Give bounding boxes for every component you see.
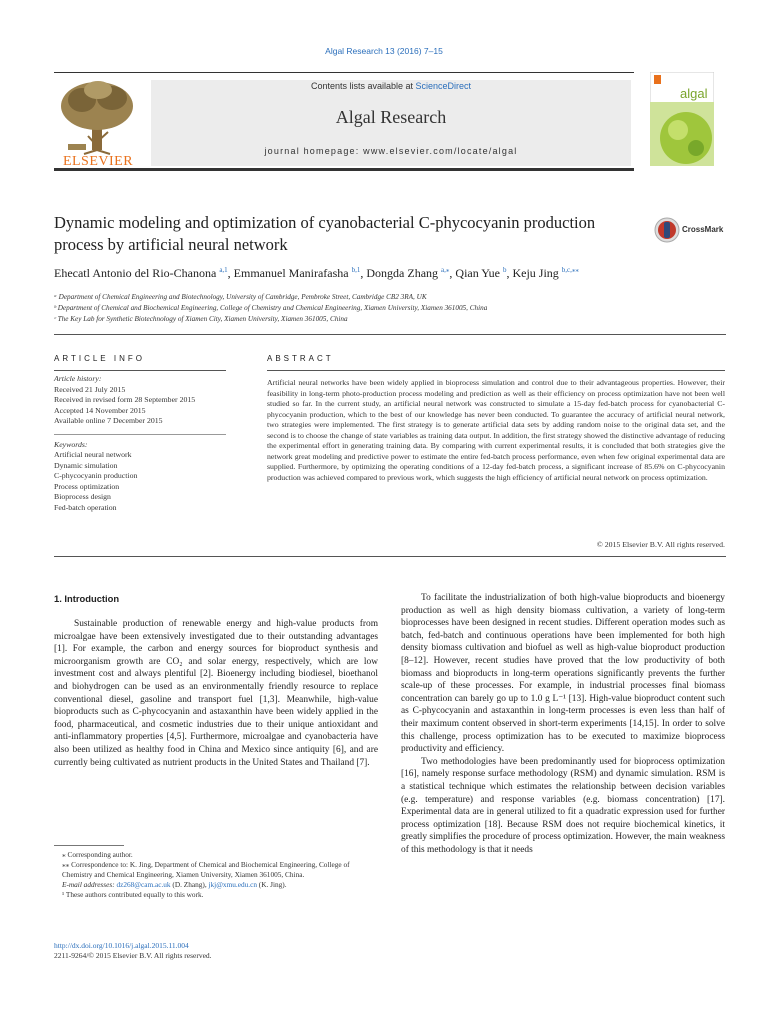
body-column-left — [54, 618, 378, 769]
journal-title: Algal Research — [335, 107, 447, 127]
affiliation: ᵇ Department of Chemical and Biochemical Engineering, College of Chemistry and Chemical Engineering, Xiamen University, Xiamen 361005, China — [54, 304, 488, 312]
issn-line: 2211-9264/© 2015 Elsevier B.V. All rights reserved. — [54, 951, 212, 960]
affiliation: ᵃ Department of Chemical Engineering and Biotechnology, University of Cambridge, Pembroke Street, Cambridge CB2 3RA, UK — [54, 293, 427, 301]
sciencedirect-link[interactable]: ScienceDirect — [415, 81, 472, 91]
paragraph: Sustainable production of renewable energy and high-value products from microalgae have been extensively investigated due to their outstanding advantages [1]. For example, the carbon and energy sources for bioproduct synthesis and microorganism growth are CO₂ and solar energy, respectively, which are low investment cost and always plentiful [2]. Bioenergy including biodiesel, bioethanol and biohydrogen can be used as an environmentally friendly resource to replace conventional diesel, gasoline and transport fuel [1,3]. Meanwhile, high-value bioproducts such as C-phycocyanin and astaxanthin have been widely applied in the food, pharmaceutical, and cosmetic industries due to their unique antioxidant and anti-inflammatory properties [4,5]. Furthermore, microalgae and cyanobacteria have also been utilized as healthy food in China and Mexico since antiquity [6], and are currently being cultivated as nutrient products in the United States and Thailand [7]. — [54, 619, 378, 768]
author-affiliation-marker[interactable]: a,1 — [219, 266, 228, 274]
email-link[interactable]: dz268@cam.ac.uk — [116, 880, 171, 889]
affiliations — [54, 292, 734, 325]
contents-prefix: Contents lists available at — [310, 81, 416, 91]
author-list: Ehecatl Antonio del Rio-Chanona $^{a,1}$, Emmanuel Manirafasha $^{b,1}$, Dongda Zhang $^{a,⁎}$, Qian Yue $^b$, Keju Jing $^{b,c,⁎⁎}$ — [54, 266, 579, 280]
author-name[interactable]: Emmanuel Manirafasha — [233, 266, 349, 280]
affiliation: ᶜ The Key Lab for Synthetic Biotechnology of Xiamen City, Xiamen University, Xiamen 361005, China — [54, 315, 348, 323]
footnote: ⁎⁎ Correspondence to: K. Jing, Department of Chemical and Biochemical Engineering, College of Chemistry and Chemical Engineering, Xiamen University, Xiamen 361005, China. — [62, 860, 350, 879]
email-owner: (K. Jing). — [256, 880, 287, 889]
keyword: Dynamic simulation — [54, 460, 118, 470]
crossmark-label: CrossMark — [682, 225, 724, 234]
history-item: Accepted 14 November 2015 — [54, 405, 146, 415]
author-name[interactable]: Ehecatl Antonio del Rio-Chanona — [54, 266, 217, 280]
contents-line — [151, 80, 631, 91]
author-affiliation-marker[interactable]: b,1 — [351, 266, 361, 274]
article-title: Dynamic modeling and optimization of cyanobacterial C-phycocyanin production process by artificial neural network — [54, 213, 596, 254]
author-affiliation-marker[interactable]: b — [502, 266, 507, 274]
author-name[interactable]: Keju Jing — [512, 266, 559, 280]
author-name[interactable]: Qian Yue — [455, 266, 500, 280]
keyword: Process optimization — [54, 481, 120, 491]
keyword: Artificial neural network — [54, 450, 132, 459]
abstract-text: Artificial neural networks have been widely applied in bioprocess simulation and control due to their advantageous properties. However, their feasibility in long-term photo-production process modeling and prediction as well as their efficiency on process optimization have not been well studied so far. In the current study, an artificial neural network was constructed to simulate a 15-day fed-batch process for cyanobacterial C-phycocyanin production, which to the best of our knowledge has never been conducted. To guarantee the accuracy of artificial neural network, two strategies were implemented. The first strategy is to generate artificial data sets by adding random noise to the original data set, and the second is to choose the change of state variables as training data output. In addition, the first strategy showed the distinctive advantage of reducing the experimental effort in generating training data. By comparing with current experimental results, it is concluded that both strategies give the network great modeling and predictive power to estimate the entire fed-batch process performance, even when few original experimental data are supplied. Furthermore, by optimizing the operating conditions of a 12-day fed-batch process, a significant increase of 85.6% on C-phycocyanin production was achieved compared to previous work, which suggests the high efficiency of artificial neural network on process optimization. — [267, 378, 725, 482]
abstract-divider — [54, 556, 726, 557]
header-bottom-rule — [54, 168, 634, 171]
paragraph: To facilitate the industrialization of both high-value bioproducts and bioenergy production as well as high density biomass cultivation, a variety of long-term bioprocesses have been designed in recent studies. Different operation modes such as batch, fed-batch and continuous operations have been implemented for both high density biomass cultivation and biofuel as well as high-value bioproduct production [8–12]. However, recent studies have proved that the low productivity of both biomass and bioproducts in long-term operations significantly prevents the further scale-up of these processes. For example, in industrial processes final biomass concentration can barely go up to 1.0 g L⁻¹ [13]. High-value bioproduct content such as C-phycocyanin and astaxanthin in long-term processes is even less than half of their maximum content observed in short-term experiments [14,15]. In order to solve this challenge, process optimization has to be executed to maximize bioprocess productivity and efficiency. — [401, 593, 725, 755]
author-affiliation-marker[interactable]: b,c,⁎⁎ — [561, 266, 579, 274]
paragraph: Two methodologies have been predominantly used for bioprocess optimization [16], namely response surface methodology (RSM) and dynamic simulation. RSM is a statistical technique which estimates the relationship between decision variables (e.g. temperature) and response variables (e.g. biomass concentration) [17]. Experimental data are in general utilized to fit a quadratic expression used for further process optimization [18]. Because RSM does not require biochemical kinetics, it greatly simplifies the procedure of process optimization. However, the main weakness of this methodology is that it needs — [401, 756, 725, 855]
keywords-divider — [54, 434, 226, 435]
footnote-rule — [54, 845, 124, 846]
article-info — [54, 374, 226, 513]
email-owner: (D. Zhang), — [170, 880, 209, 889]
abstract-rule — [267, 370, 725, 371]
author-name[interactable]: Dongda Zhang — [366, 266, 439, 280]
history-item: Available online 7 December 2015 — [54, 416, 163, 425]
keyword: Fed-batch operation — [54, 502, 117, 512]
crossmark-icon — [654, 216, 680, 244]
section-heading: 1. Introduction — [54, 593, 120, 604]
footnote-emails — [54, 880, 378, 890]
email-link[interactable]: jkj@xmu.edu.cn — [208, 880, 257, 889]
email-label: E-mail addresses: — [62, 880, 117, 889]
article-info-rule — [54, 370, 226, 371]
journal-banner — [151, 80, 631, 166]
history-label: Article history: — [54, 374, 102, 383]
journal-cover — [650, 72, 714, 166]
keywords-label: Keywords: — [54, 439, 88, 449]
author-affiliation-marker[interactable]: a,⁎ — [441, 266, 450, 274]
journal-homepage[interactable]: journal homepage: www.elsevier.com/locate/algal — [264, 146, 518, 156]
crossmark-badge[interactable] — [654, 216, 726, 246]
footnotes — [54, 850, 378, 900]
keyword: Bioprocess design — [54, 492, 111, 501]
doi-block — [54, 941, 378, 961]
journal-reference[interactable]: Algal Research 13 (2016) 7–15 — [325, 46, 443, 56]
doi-link[interactable]: http://dx.doi.org/10.1016/j.algal.2015.11.004 — [54, 941, 189, 950]
keyword: C-phycocyanin production — [54, 471, 138, 480]
article-info-heading: ARTICLE INFO — [54, 354, 145, 363]
abstract-heading: ABSTRACT — [267, 354, 334, 363]
publisher-name: ELSEVIER — [62, 154, 134, 169]
header-top-rule — [54, 72, 634, 73]
elsevier-logo — [54, 76, 142, 168]
body-column-right — [401, 592, 725, 856]
history-item: Received in revised form 28 September 2015 — [54, 395, 196, 404]
footnote: ⁎ Corresponding author. — [62, 850, 133, 859]
journal-header — [54, 72, 634, 169]
footnote: ¹ These authors contributed equally to this work. — [62, 890, 204, 899]
cover-title: algal — [680, 86, 708, 101]
abstract-copyright: © 2015 Elsevier B.V. All rights reserved. — [596, 540, 725, 549]
history-item: Received 21 July 2015 — [54, 384, 126, 394]
affiliation-divider — [54, 334, 726, 335]
